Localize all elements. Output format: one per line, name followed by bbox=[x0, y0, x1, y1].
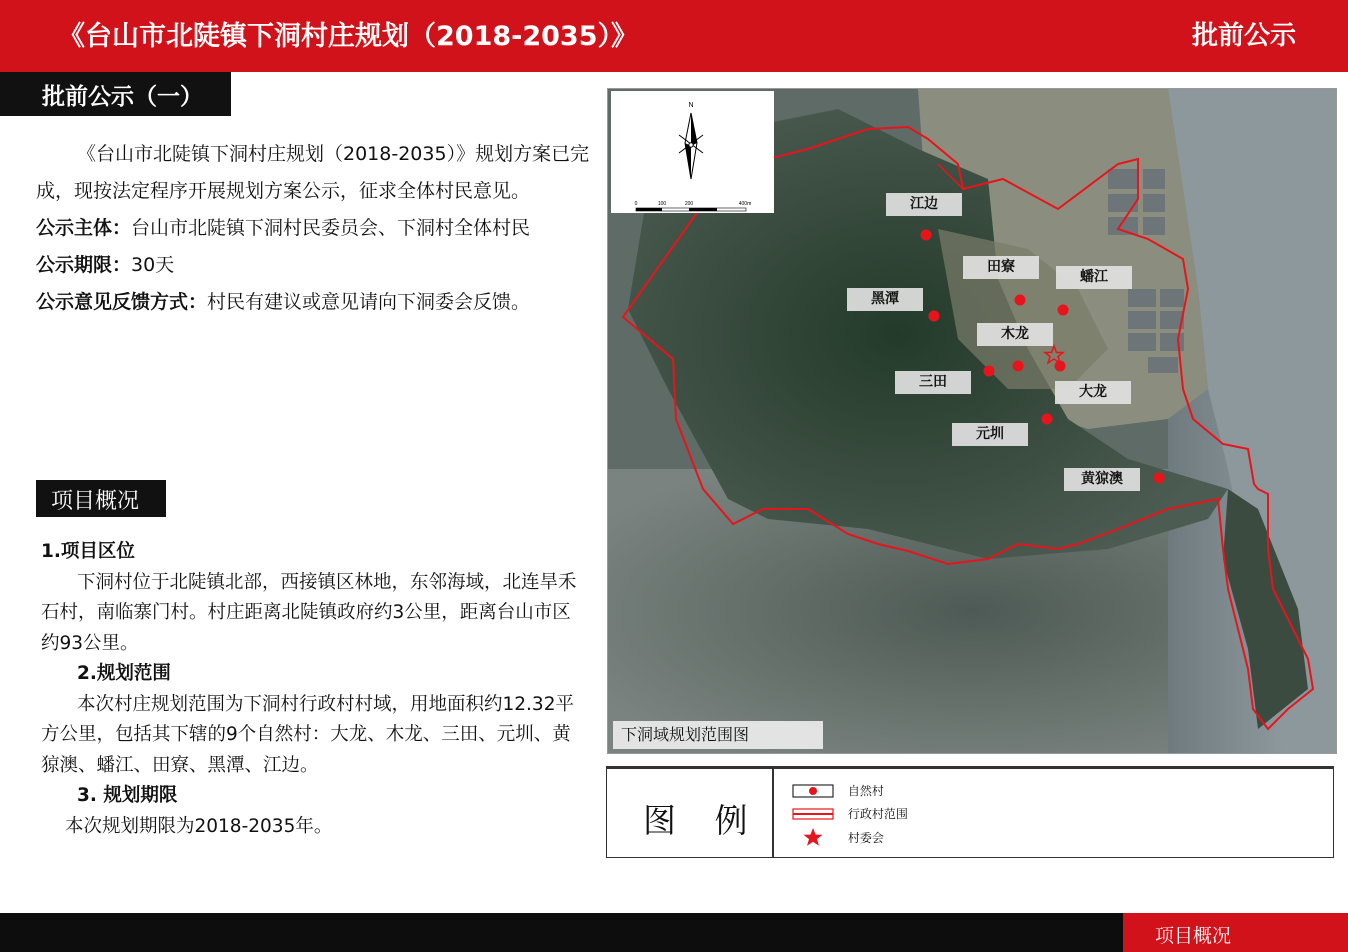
subject-label: 公示主体： bbox=[36, 217, 132, 239]
north-label: N bbox=[688, 102, 694, 109]
legend-label-boundary: 行政村范围 bbox=[847, 807, 908, 821]
planning-map bbox=[607, 88, 1337, 754]
map-legend bbox=[606, 766, 1334, 858]
feedback-value: 村民有建议或意见请向下洞委会反馈。 bbox=[207, 291, 531, 313]
notice-body bbox=[36, 136, 592, 321]
overview-heading-location: 1.项目区位 bbox=[41, 541, 135, 562]
village-label-dalong: 大龙 bbox=[1055, 381, 1131, 404]
overview-text-period: 本次规划期限为2018-2035年。 bbox=[65, 815, 333, 837]
village-label-mulong: 木龙 bbox=[977, 323, 1053, 346]
header-bar bbox=[0, 0, 1348, 72]
notice-feedback bbox=[36, 284, 592, 321]
village-label-huangjingao: 黄猄澳 bbox=[1064, 468, 1140, 491]
boundary-line-icon bbox=[792, 807, 834, 821]
scale-tick-0: 0 bbox=[634, 201, 638, 207]
scale-tick-400: 400m bbox=[738, 201, 752, 207]
period-label: 公示期限： bbox=[36, 254, 132, 276]
overview-heading-period: 3. 规划期限 bbox=[77, 785, 178, 806]
north-arrow-scale bbox=[611, 91, 774, 213]
legend-item-committee bbox=[792, 827, 884, 847]
header-tag: 批前公示 bbox=[1191, 21, 1296, 51]
notice-subject bbox=[36, 210, 592, 247]
notice-period bbox=[36, 247, 592, 284]
section-heading-overview bbox=[36, 480, 166, 517]
village-label-jiangbian: 江边 bbox=[886, 193, 962, 216]
section-title-notice: 批前公示（一） bbox=[42, 84, 203, 110]
overview-text-location: 下洞村位于北陡镇北部，西接镇区林地，东邻海域，北连旱禾石村，南临寨门村。村庄距离北陡镇政府约3公里，距离台山市区约93公里。 bbox=[41, 571, 577, 654]
footer-tab-label: 项目概况 bbox=[1155, 925, 1232, 947]
map-caption: 下洞域规划范围图 bbox=[613, 721, 823, 749]
village-label-santian: 三田 bbox=[895, 371, 971, 394]
overview-heading-scope: 2.规划范围 bbox=[77, 663, 171, 684]
footer-tab bbox=[1123, 913, 1348, 952]
overview-text-scope: 本次村庄规划范围为下洞村行政村村域，用地面积约12.32平方公里，包括其下辖的9个自然村：大龙、木龙、三田、元圳、黄猄澳、蟠江、田寮、黑潭、江边。 bbox=[41, 693, 574, 776]
village-marker-icon bbox=[792, 784, 834, 798]
period-value: 30天 bbox=[131, 254, 175, 276]
notice-intro: 《台山市北陡镇下洞村庄规划（2018-2035）》规划方案已完成，现按法定程序开展规划方案公示，征求全体村民意见。 bbox=[36, 143, 590, 202]
star-icon bbox=[792, 827, 834, 847]
village-label-tianliao: 田寮 bbox=[963, 256, 1039, 279]
legend-label-village: 自然村 bbox=[847, 784, 884, 798]
section-title-overview: 项目概况 bbox=[51, 489, 140, 514]
overview-body bbox=[41, 537, 589, 842]
page-title: 《台山市北陡镇下洞村庄规划（2018-2035）》 bbox=[58, 21, 638, 52]
legend-title: 图 例 bbox=[643, 801, 762, 840]
village-label-panjiang: 蟠江 bbox=[1056, 266, 1132, 289]
legend-title-box bbox=[607, 769, 774, 858]
feedback-label: 公示意见反馈方式： bbox=[36, 291, 208, 313]
legend-item-boundary bbox=[792, 805, 908, 822]
village-label-yuanzhen: 元圳 bbox=[952, 423, 1028, 446]
north-arrow-icon bbox=[611, 91, 774, 213]
subject-value: 台山市北陡镇下洞村民委员会、下洞村全体村民 bbox=[131, 217, 531, 239]
legend-item-village bbox=[792, 782, 884, 799]
legend-label-committee: 村委会 bbox=[847, 830, 884, 845]
scale-tick-100: 100 bbox=[657, 201, 667, 207]
village-label-heitan: 黑潭 bbox=[847, 288, 923, 311]
footer-bar bbox=[0, 913, 1348, 952]
section-heading-notice bbox=[0, 72, 231, 116]
scale-tick-200: 200 bbox=[684, 201, 694, 207]
